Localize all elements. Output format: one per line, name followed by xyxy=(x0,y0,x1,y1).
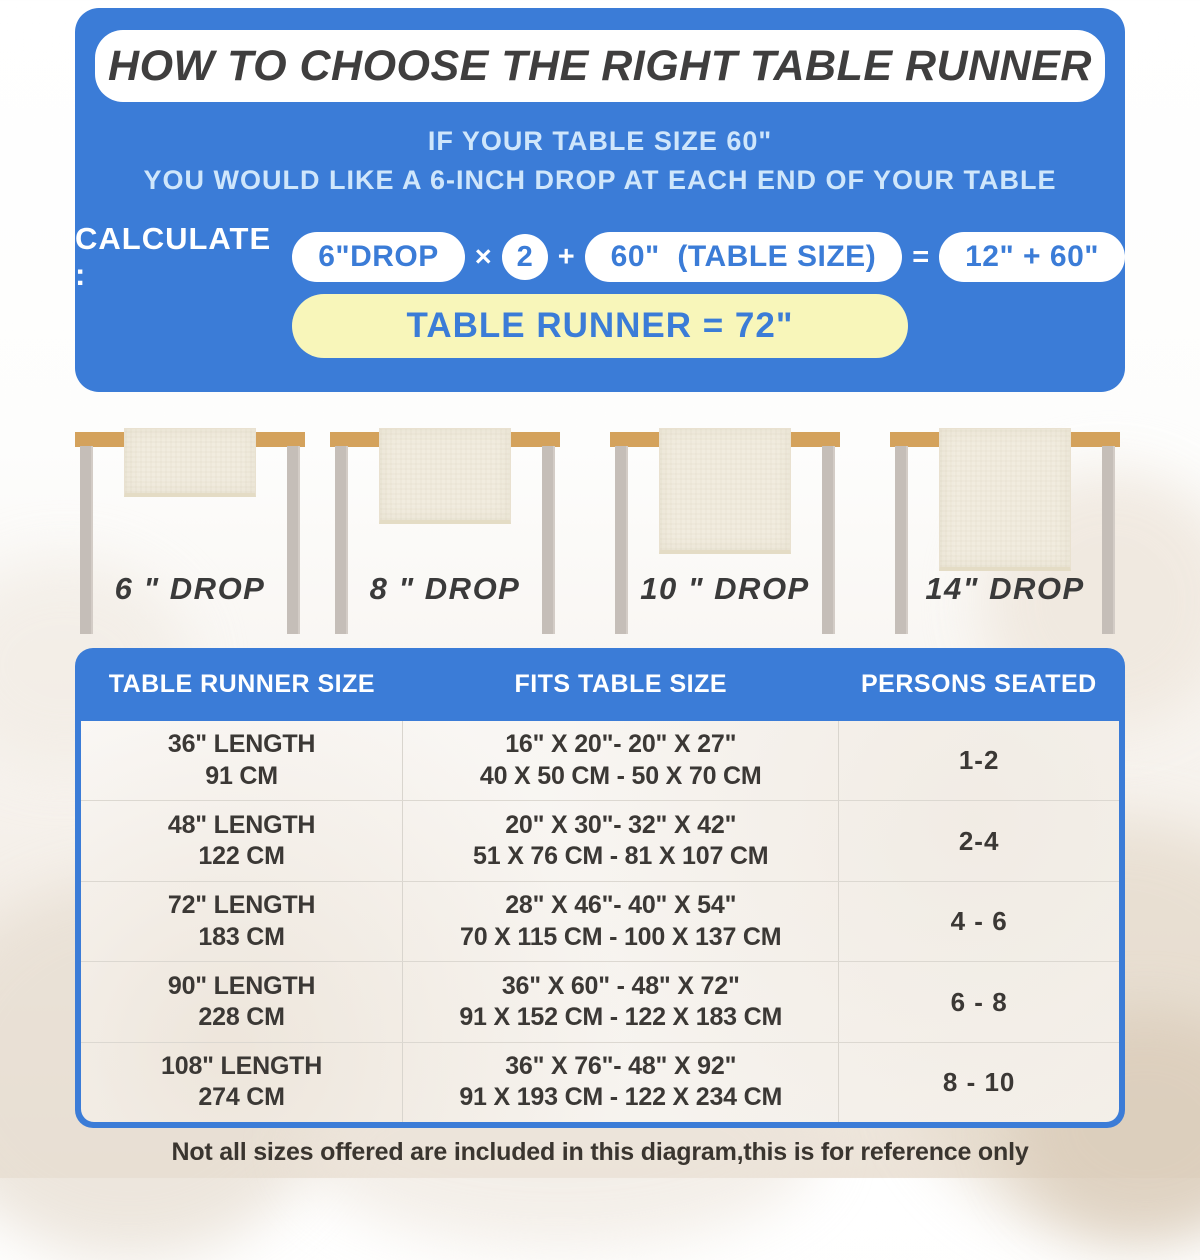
runner-size-cell xyxy=(81,721,402,800)
runner-size-line2: 122 CM xyxy=(198,842,285,871)
fits-table-cell xyxy=(402,882,839,961)
fits-table-cell xyxy=(402,801,839,880)
runner-size-line2: 228 CM xyxy=(198,1002,285,1031)
equals-sign: = xyxy=(912,240,930,273)
persons-cell xyxy=(839,1043,1119,1122)
fits-table-cell xyxy=(402,1043,839,1122)
drop-label: 8 " DROP xyxy=(369,571,521,606)
runner-size-line1: 108" LENGTH xyxy=(161,1052,323,1081)
runner-size-line2: 91 CM xyxy=(205,761,278,790)
multiplier-circle: 2 xyxy=(502,234,548,280)
table-runner-illustration xyxy=(379,428,511,524)
fits-line1: 16" X 20"- 20" X 27" xyxy=(505,730,737,759)
table-row xyxy=(81,961,1119,1041)
fits-line2: 51 X 76 CM - 81 X 107 CM xyxy=(473,842,769,871)
fits-line2: 91 X 152 CM - 122 X 183 CM xyxy=(459,1002,783,1031)
instruction-card xyxy=(75,8,1125,392)
drop-value-pill: 6"DROP xyxy=(292,232,465,282)
table-runner-illustration xyxy=(124,428,256,497)
column-header-fits-table: FITS TABLE SIZE xyxy=(514,670,728,698)
runner-size-cell xyxy=(81,801,402,880)
persons-value: 6 - 8 xyxy=(950,986,1008,1017)
table-runner-illustration xyxy=(659,428,791,554)
fits-line1: 36" X 76"- 48" X 92" xyxy=(505,1052,737,1081)
table-row xyxy=(81,800,1119,880)
calculate-label: CALCULATE : xyxy=(75,221,272,292)
runner-size-line1: 90" LENGTH xyxy=(167,971,316,1000)
calculation-row xyxy=(75,221,1125,292)
table-row xyxy=(81,881,1119,961)
drop-figure-6 xyxy=(75,425,305,640)
column-header-runner-size: TABLE RUNNER SIZE xyxy=(108,670,376,698)
fits-line2: 91 X 193 CM - 122 X 234 CM xyxy=(459,1083,783,1112)
drop-label: 6 " DROP xyxy=(114,571,266,606)
title-banner xyxy=(95,30,1105,102)
size-table-header xyxy=(81,648,1119,721)
column-header-persons: PERSONS SEATED xyxy=(860,670,1097,698)
runner-size-line1: 72" LENGTH xyxy=(167,891,316,920)
persons-value: 2-4 xyxy=(958,825,1000,856)
sum-pill: 12" + 60" xyxy=(939,232,1125,282)
table-runner-illustration xyxy=(939,428,1071,571)
size-table-body xyxy=(81,721,1119,1122)
multiply-sign: × xyxy=(474,240,492,273)
runner-result-pill: TABLE RUNNER = 72" xyxy=(292,294,908,358)
runner-size-line2: 183 CM xyxy=(198,922,285,951)
intro-line-2: YOU WOULD LIKE A 6-INCH DROP AT EACH END OF YOUR TABLE xyxy=(143,165,1057,195)
plus-sign: + xyxy=(557,240,575,273)
table-row xyxy=(81,1042,1119,1122)
persons-cell xyxy=(839,721,1119,800)
footer-note: Not all sizes offered are included in this diagram,this is for reference only xyxy=(171,1138,1029,1166)
drop-label: 14" DROP xyxy=(925,571,1085,606)
drop-figure-10 xyxy=(610,425,840,640)
fits-line1: 20" X 30"- 32" X 42" xyxy=(505,810,737,839)
table-row xyxy=(81,721,1119,800)
fits-line1: 36" X 60" - 48" X 72" xyxy=(501,971,740,1000)
persons-cell xyxy=(839,962,1119,1041)
persons-value: 4 - 6 xyxy=(950,906,1008,937)
fits-table-cell xyxy=(402,721,839,800)
fits-line1: 28" X 46"- 40" X 54" xyxy=(505,891,737,920)
size-table-card xyxy=(75,648,1125,1128)
persons-cell xyxy=(839,882,1119,961)
drop-figure-14 xyxy=(890,425,1120,640)
page-title: HOW TO CHOOSE THE RIGHT TABLE RUNNER xyxy=(108,41,1092,90)
persons-value: 1-2 xyxy=(958,745,1000,776)
runner-size-line1: 36" LENGTH xyxy=(167,730,316,759)
fits-line2: 40 X 50 CM - 50 X 70 CM xyxy=(479,761,762,790)
table-size-pill: 60" (TABLE SIZE) xyxy=(585,232,903,282)
runner-size-line2: 274 CM xyxy=(198,1083,285,1112)
intro-line-1: IF YOUR TABLE SIZE 60" xyxy=(427,126,773,156)
drop-label: 10 " DROP xyxy=(640,571,810,606)
runner-size-cell xyxy=(81,962,402,1041)
fits-line2: 70 X 115 CM - 100 X 137 CM xyxy=(460,922,782,951)
fits-table-cell xyxy=(402,962,839,1041)
runner-size-cell xyxy=(81,1043,402,1122)
runner-size-cell xyxy=(81,882,402,961)
runner-size-line1: 48" LENGTH xyxy=(167,810,316,839)
drop-figure-8 xyxy=(330,425,560,640)
persons-cell xyxy=(839,801,1119,880)
persons-value: 8 - 10 xyxy=(942,1067,1016,1098)
